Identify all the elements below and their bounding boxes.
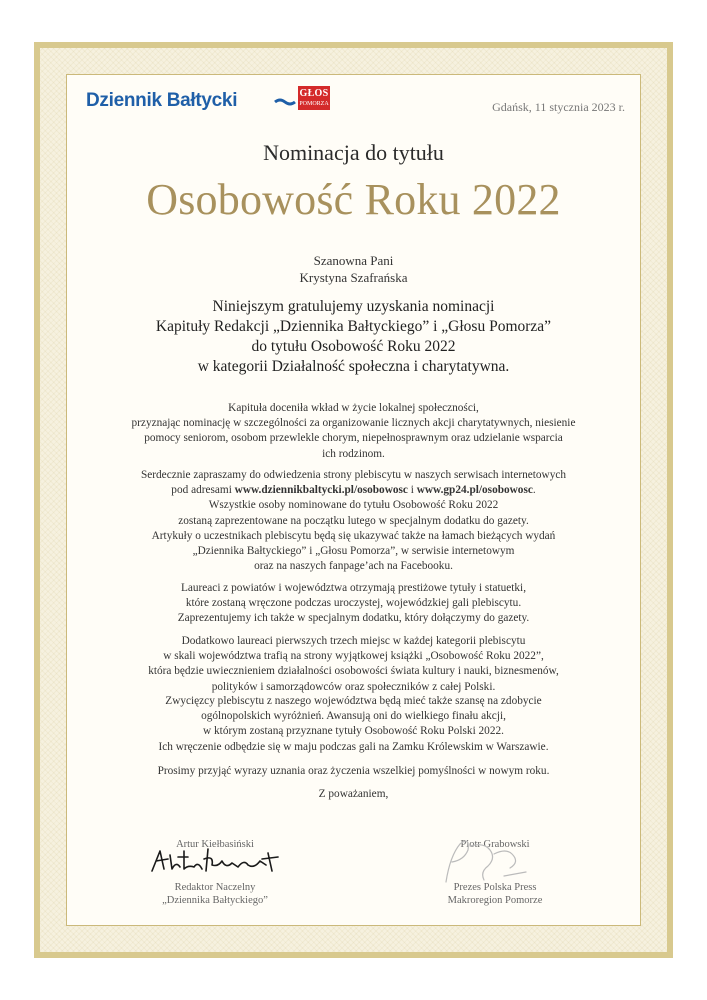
text-line: w skali województwa trafią na strony wyjątkowej książki „Osobowość Roku 2022”, (163, 650, 544, 663)
text-line: Zwycięzcy plebiscytu z naszego województwa będą mieć także szansę na zdobycie (165, 695, 542, 707)
lead-line: w kategorii Działalność społeczna i charytatywna. (197, 358, 510, 375)
lead-line: Kapituły Redakcji „Dziennika Bałtyckiego” i „Głosu Pomorza” (155, 318, 552, 335)
letter-date: Gdańsk, 11 stycznia 2023 r. (492, 100, 625, 114)
text-line: Wszystkie osoby nominowane do tytułu Osobowość Roku 2022 (208, 499, 499, 512)
award-title: Osobowość Roku 2022 (146, 175, 561, 224)
salutation-line: Szanowna Pani (313, 253, 394, 268)
signatory-role: Prezes Polska Press (453, 882, 537, 893)
text-line: które zostaną wręczone podczas uroczystej, wojewódzkiej gali plebiscytu. (185, 597, 522, 610)
text-line: ich rodzinom. (322, 447, 385, 460)
text-line: Laureaci z powiatów i województwa otrzymają prestiżowe tytuły i statuetki, (180, 582, 527, 594)
text-line: Kapituła doceniła wkład w życie lokalnej społeczności, (228, 402, 479, 414)
text-line: w którym zostaną przyznane tytuły Osobowość Roku Polski 2022. (203, 725, 504, 738)
lead-line: Niniejszym gratulujemy uzyskania nominacji (212, 298, 495, 315)
closing-regards: Z poważaniem, (318, 788, 389, 800)
logo-gp-top: GŁOS (299, 88, 329, 99)
paragraph-invitation (80, 468, 627, 574)
glos-pomorza-logo (298, 86, 330, 110)
nomination-statement (80, 297, 627, 377)
signatory-name: Piotr Grabowski (460, 839, 530, 850)
paragraph-book (80, 634, 627, 695)
text-line: zostaną zaprezentowane na początku lutego w specjalnym dodatku do gazety. (178, 514, 529, 527)
text-line: Serdecznie zapraszamy do odwiedzenia strony plebiscytu w naszych serwisach internetowych (140, 469, 567, 481)
paragraph-laureates (80, 581, 627, 627)
text-fragment: . (532, 484, 536, 497)
handwritten-signature-right (440, 836, 536, 886)
text-line: Ich wręczenie odbędzie się w maju podczas gali na Zamku Królewskim w Warszawie. (158, 740, 549, 753)
paragraph-national-final (80, 694, 627, 755)
url-dziennikbaltycki[interactable]: www.dziennikbaltycki.pl/osobowosc (234, 484, 408, 497)
lead-line: do tytułu Osobowość Roku 2022 (251, 338, 456, 355)
dziennik-baltycki-logo: Dziennik Bałtycki (86, 90, 238, 111)
wave-icon (274, 98, 296, 106)
text-line: ogólnopolskich wyróżnień. Awansują oni do wielkiego finału akcji, (201, 710, 506, 723)
signatory-role: „Dziennika Bałtyckiego” (162, 895, 268, 906)
text-line: oraz na naszych fanpage’ach na Facebooku. (254, 560, 453, 573)
text-line: która będzie uwiecznieniem działalności osobowości świata kultury i nauki, biznesmenów, (148, 665, 559, 678)
text-line: polityków i samorządowców oraz społeczników z całej Polski. (211, 680, 496, 693)
url-gp24[interactable]: www.gp24.pl/osobowosc (416, 484, 533, 497)
logo-gp-bottom: POMORZA (299, 101, 329, 107)
signatory-role: Redaktor Naczelny (174, 882, 256, 893)
text-line: „Dziennika Bałtyckiego” i „Głosu Pomorza”, w serwisie internetowym (192, 545, 515, 558)
paragraph-wishes: Prosimy przyjąć wyrazy uznania oraz życzenia wszelkiej pomyślności w nowym roku. (157, 765, 550, 777)
text-fragment: pod adresami (171, 484, 235, 497)
signatory-role: Makroregion Pomorze (447, 895, 543, 906)
nomination-subtitle: Nominacja do tytułu (263, 140, 444, 165)
text-line: pomocy seniorom, osobom przewlekle chorym, niepełnosprawnym oraz udzielanie wsparcia (144, 432, 563, 445)
text-fragment: i (407, 484, 417, 497)
paragraph-contribution (80, 401, 627, 462)
recipient-name: Krystyna Szafrańska (299, 270, 408, 285)
salutation (80, 252, 627, 286)
text-line (80, 483, 627, 498)
text-line: Zaprezentujemy ich także w specjalnym dodatku, który dołączymy do gazety. (177, 612, 530, 625)
text-line: Dodatkowo laureaci pierwszych trzech miejsc w każdej kategorii plebiscytu (181, 635, 526, 647)
text-line: przyznając nominację w szczególności za organizowanie licznych akcji charytatywnych, niesienie (131, 417, 576, 430)
signatory-name: Artur Kiełbasiński (176, 839, 254, 850)
text-line: Artykuły o uczestnikach plebiscytu będą się ukazywać także na łamach bieżących wydań (151, 529, 556, 542)
handwritten-signature-left (148, 845, 280, 877)
